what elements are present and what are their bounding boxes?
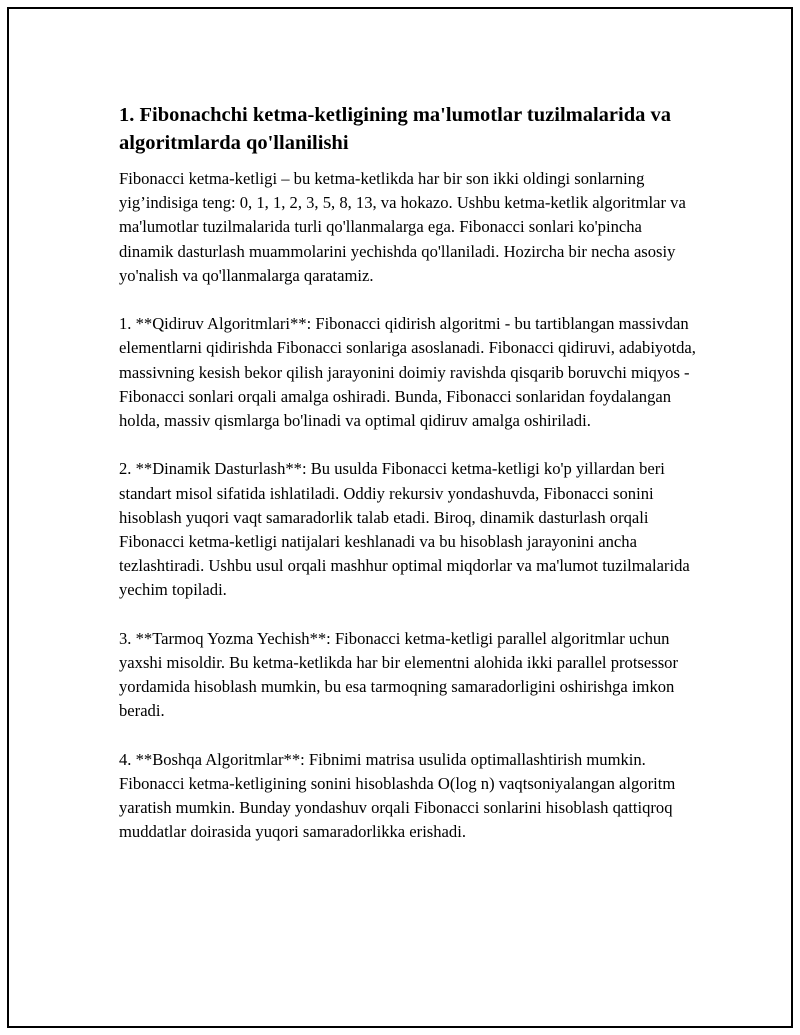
page-frame xyxy=(7,7,793,1028)
list-item: 3. **Tarmoq Yozma Yechish**: Fibonacci ketma-ketligi parallel algoritmlar uchun yaxshi misoldir. Bu ketma-ketlikda har bir elementni alohida ikki parallel protsessor yordamida hisoblash mumkin, bu esa tarmoqning samaradorligini oshirishga imkon beradi. xyxy=(119,628,678,721)
intro-paragraph: Fibonacci ketma-ketligi – bu ketma-ketlikda har bir son ikki oldingi sonlarning yig’indisiga teng: 0, 1, 1, 2, 3, 5, 8, 13, va hokazo. Ushbu ketma-ketlik algoritmlar va ma'lumotlar tuzilmalarida turli qo'llanmalarga ega. Fibonacci sonlari ko'pincha dinamik dasturlash muammolarini yechishda qo'llaniladi. Hozircha bir necha asosiy yo'nalish va qo'llanmalarga qaratamiz. xyxy=(119,169,686,285)
list-item: 2. **Dinamik Dasturlash**: Bu usulda Fibonacci ketma-ketligi ko'p yillardan beri standart misol sifatida ishlatiladi. Oddiy rekursiv yondashuvda, Fibonacci sonini hisoblash yuqori vaqt samaradorlik talab etadi. Biroq, dinamik dasturlash orqali Fibonacci ketma-ketligi natijalari keshlanadi va bu hisoblash jarayonini ancha tezlashtiradi. Ushbu usul orqali mashhur optimal miqdorlar va ma'lumot tuzilmalarida yechim topiladi. xyxy=(119,459,690,600)
document-body xyxy=(119,101,699,869)
list-item: 1. **Qidiruv Algoritmlari**: Fibonacci qidirish algoritmi - bu tartiblangan massivdan elementlarni qidirishda Fibonacci sonlariga asoslanadi. Fibonacci qidiruvi, adabiyotda, massivning kesish bekor qilish jarayonini doimiy ravishda qisqarib boruvchi miqyos - Fibonacci sonlari orqali amalga oshiradi. Bunda, Fibonacci sonlaridan foydalangan holda, massiv qismlarga bo'linadi va optimal qidiruv amalga oshiriladi. xyxy=(119,314,696,431)
list-item: 4. **Boshqa Algoritmlar**: Fibnimi matrisa usulida optimallashtirish mumkin. Fibonacci ketma-ketligining sonini hisoblashda O(log n) vaqtsoniyalangan algoritm yaratish mumkin. Bunday yondashuv orqali Fibonacci sonlarini hisoblash qattiqroq muddatlar doirasida yuqori samaradorlikka erishadi. xyxy=(119,749,676,842)
document-heading: 1. Fibonachchi ketma-ketligining ma'lumotlar tuzilmalarida va algoritmlarda qo'llanilishi xyxy=(119,104,671,154)
